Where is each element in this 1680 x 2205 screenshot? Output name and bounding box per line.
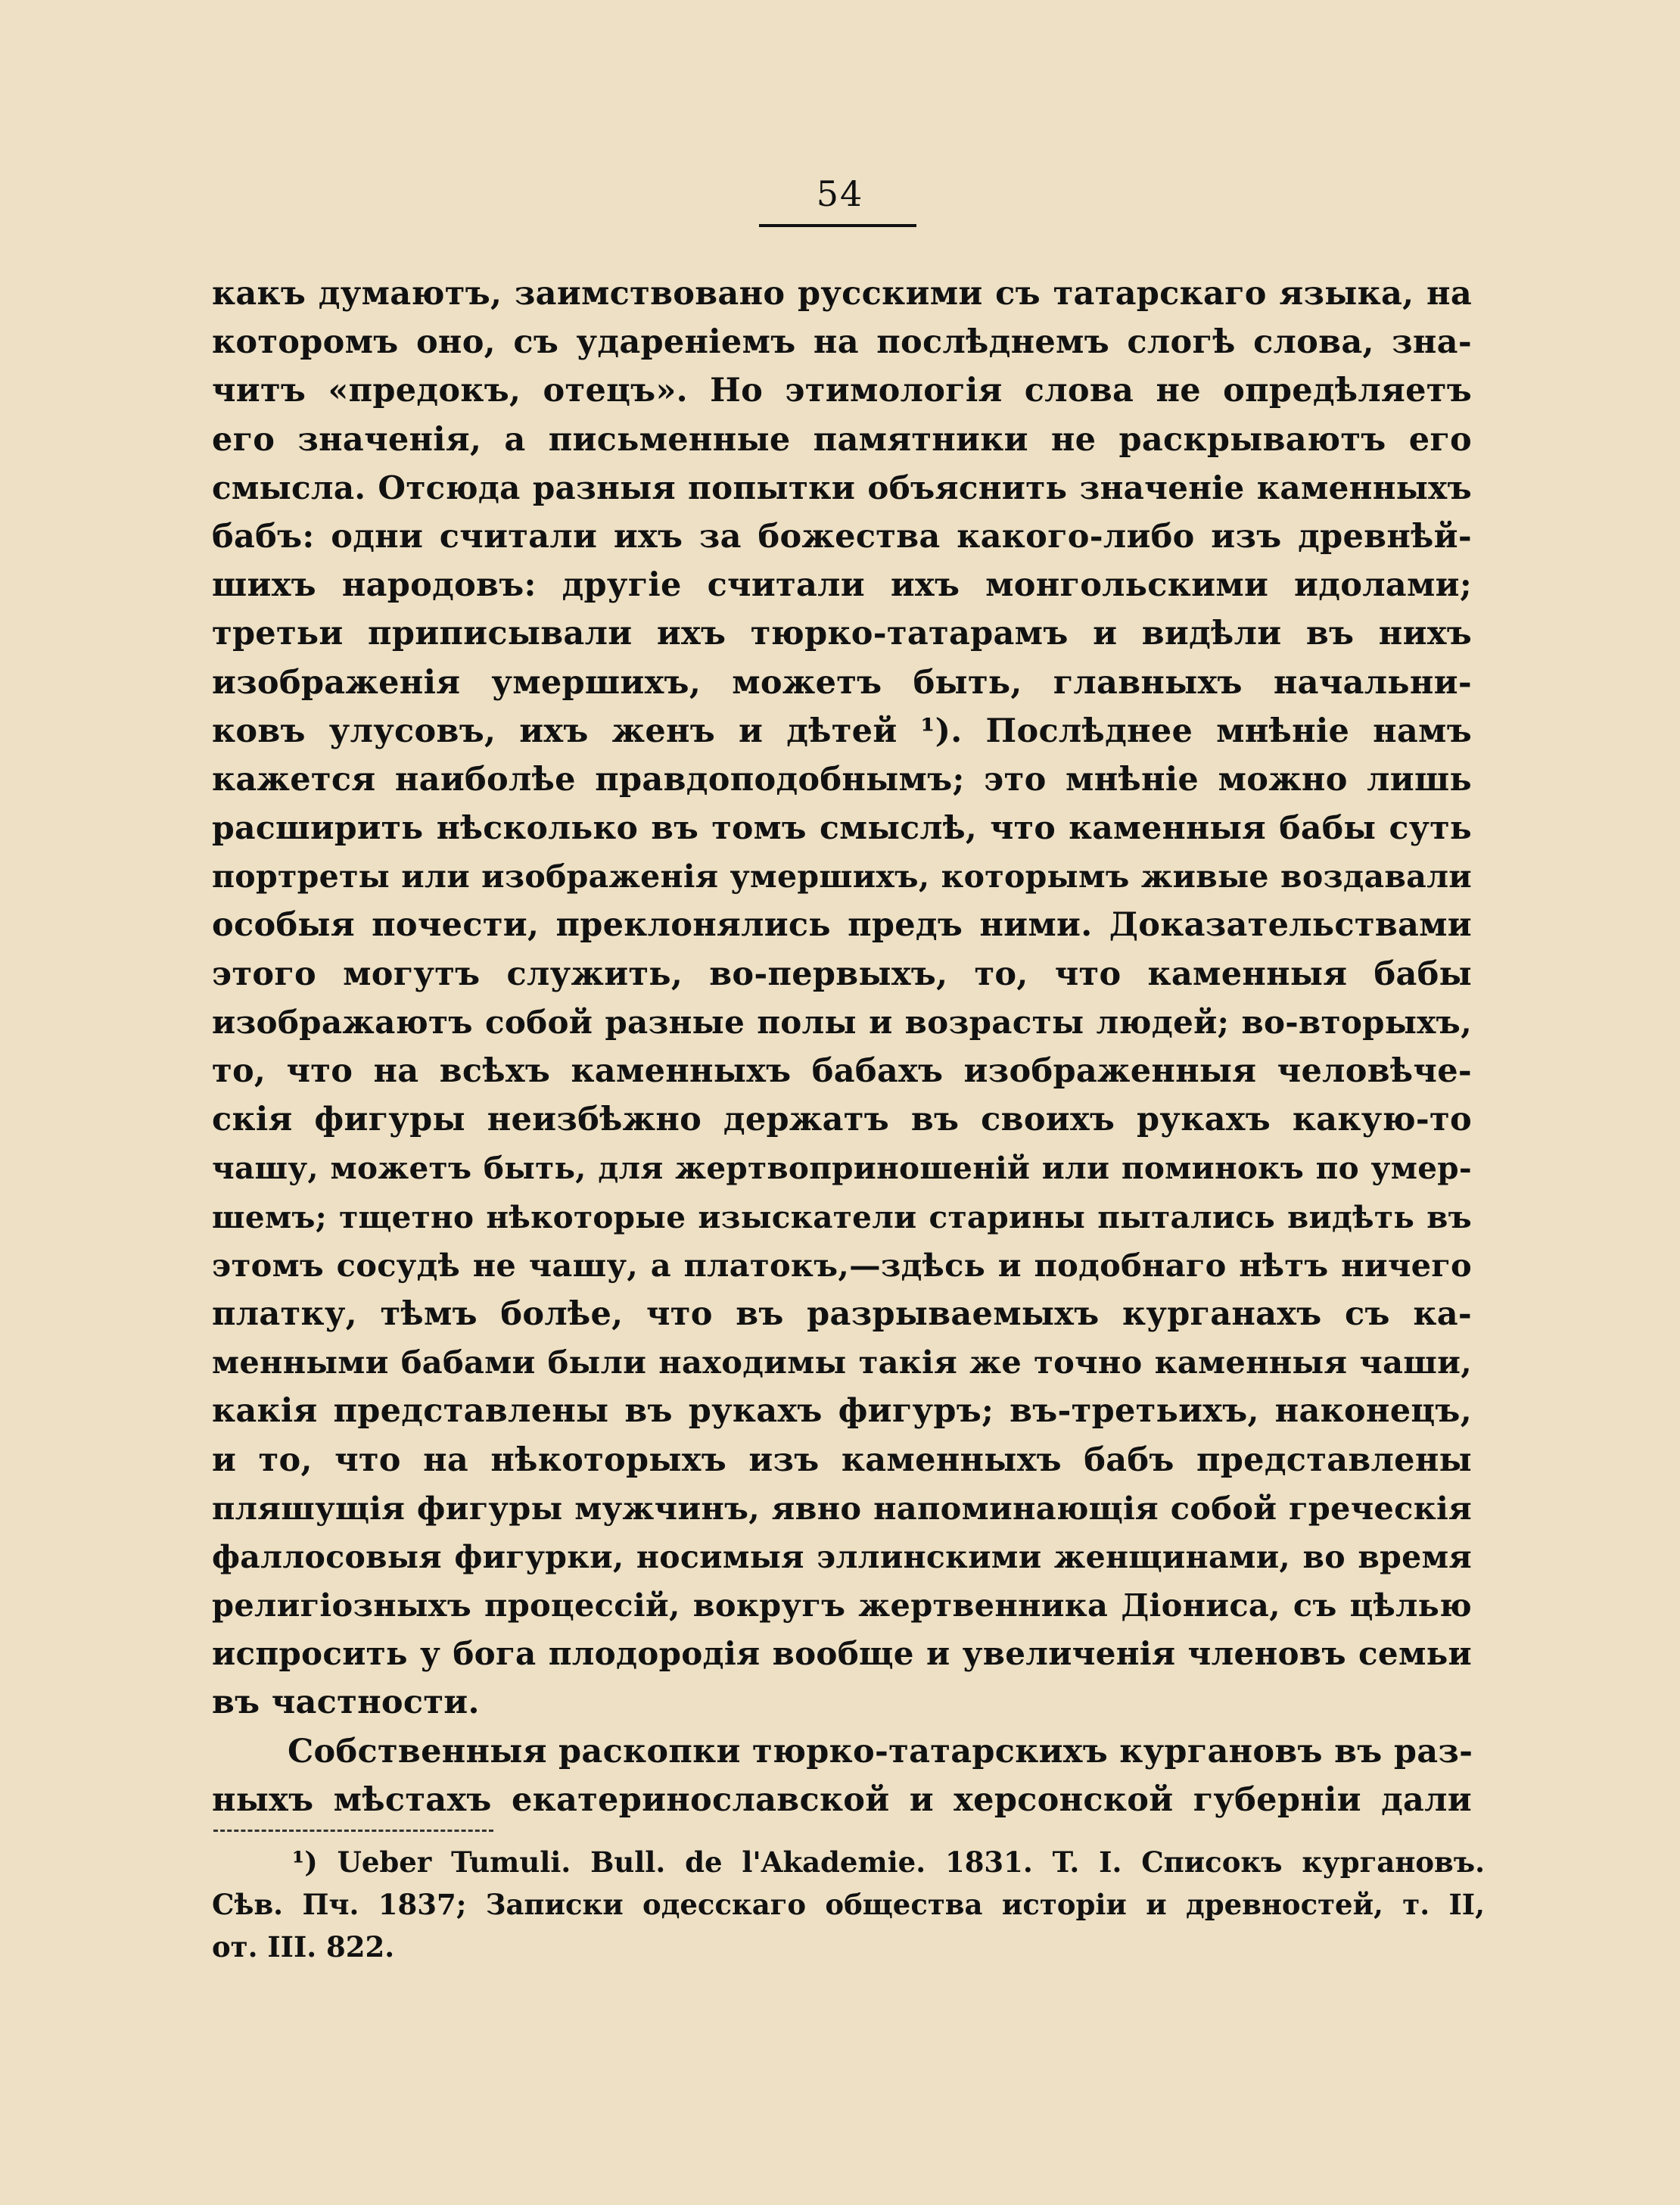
text-line: читъ «предокъ, отецъ». Но этимологія слова не опредѣляетъ	[212, 372, 1472, 410]
text-line: и то, что на нѣкоторыхъ изъ каменныхъ бабъ представлены	[212, 1440, 1472, 1479]
text-line: шихъ народовъ: другіе считали ихъ монгольскими идолами;	[212, 566, 1472, 605]
footnote-line: от. III. 822.	[212, 1930, 395, 1964]
text-line: въ частности.	[212, 1683, 480, 1722]
footnote-line: ¹) Ueber Tumuli. Bull. de l'Akademie. 1831. T. I. Списокъ кургановъ.	[292, 1845, 1485, 1879]
text-line: религіозныхъ процессій, вокругъ жертвенника Діониса, съ цѣлью	[212, 1587, 1472, 1624]
text-line: изображенія умершихъ, можетъ быть, главныхъ начальни-	[212, 663, 1472, 702]
text-line: пляшущія фигуры мужчинъ, явно напоминающія собой греческія	[212, 1489, 1472, 1527]
text-line: платку, тѣмъ болѣе, что въ разрываемыхъ курганахъ съ ка-	[212, 1294, 1472, 1333]
footnote-separator	[213, 1830, 493, 1832]
text-line: какъ думаютъ, заимствовано русскими съ татарскаго языка, на	[212, 275, 1472, 313]
page-number: 54	[816, 173, 864, 214]
text-line: ныхъ мѣстахъ екатеринославской и херсонской губерніи дали	[212, 1780, 1472, 1819]
text-line: шемъ; тщетно нѣкоторые изыскатели старины пытались видѣть въ	[212, 1198, 1472, 1235]
text-line: испросить у бога плодородія вообще и увеличенія членовъ семьи	[212, 1635, 1472, 1673]
text-line: его значенія, а письменные памятники не раскрываютъ его	[212, 420, 1472, 459]
text-line: кажется наиболѣе правдоподобнымъ; это мнѣніе можно лишь	[212, 760, 1472, 799]
text-line: чашу, можетъ быть, для жертвоприношеній или поминокъ по умер-	[212, 1150, 1472, 1187]
text-line: ковъ улусовъ, ихъ женъ и дѣтей ¹). Послѣднее мнѣніе намъ	[212, 712, 1472, 750]
text-line: скія фигуры неизбѣжно держатъ въ своихъ рукахъ какую-то	[212, 1101, 1472, 1139]
text-line: менными бабами были находимы такія же точно каменныя чаши,	[212, 1344, 1472, 1381]
text-line: фаллосовыя фигурки, носимыя эллинскими женщинами, во время	[212, 1538, 1472, 1575]
text-line: какія представлены въ рукахъ фигуръ; въ-третьихъ, наконецъ,	[212, 1392, 1472, 1431]
text-line: особыя почести, преклонялись предъ ними. Доказательствами	[212, 906, 1472, 945]
text-line: то, что на всѣхъ каменныхъ бабахъ изображенныя человѣче-	[212, 1052, 1472, 1090]
main-text	[212, 269, 1472, 1824]
text-line: смысла. Отсюда разныя попытки объяснить значеніе каменныхъ	[212, 469, 1472, 506]
text-line: этомъ сосудѣ не чашу, а платокъ,—здѣсь и подобнаго нѣтъ ничего	[212, 1246, 1472, 1284]
paragraph-2	[212, 1727, 1472, 1824]
footnote-line: Сѣв. Пч. 1837; Записки одесскаго общества исторіи и древностей, т. II,	[212, 1888, 1485, 1921]
text-line: Собственныя раскопки тюрко-татарскихъ кургановъ въ раз-	[288, 1732, 1473, 1771]
text-line: третьи приписывали ихъ тюрко-татарамъ и видѣли въ нихъ	[212, 615, 1472, 653]
text-line: изображаютъ собой разные полы и возрасты людей; во-вторыхъ,	[212, 1003, 1472, 1041]
text-line: этого могутъ служить, во-первыхъ, то, что каменныя бабы	[212, 955, 1472, 993]
text-line: портреты или изображенія умершихъ, которымъ живые воздавали	[212, 858, 1472, 895]
paragraph-1	[212, 269, 1472, 1727]
page-number-rule	[759, 224, 916, 227]
text-line: бабъ: одни считали ихъ за божества какого-либо изъ древнѣй-	[212, 517, 1472, 556]
footnotes	[212, 1841, 1485, 1968]
text-line: расширить нѣсколько въ томъ смыслѣ, что каменныя бабы суть	[212, 809, 1472, 848]
text-line: которомъ оно, съ удареніемъ на послѣднемъ слогѣ слова, зна-	[212, 323, 1472, 362]
